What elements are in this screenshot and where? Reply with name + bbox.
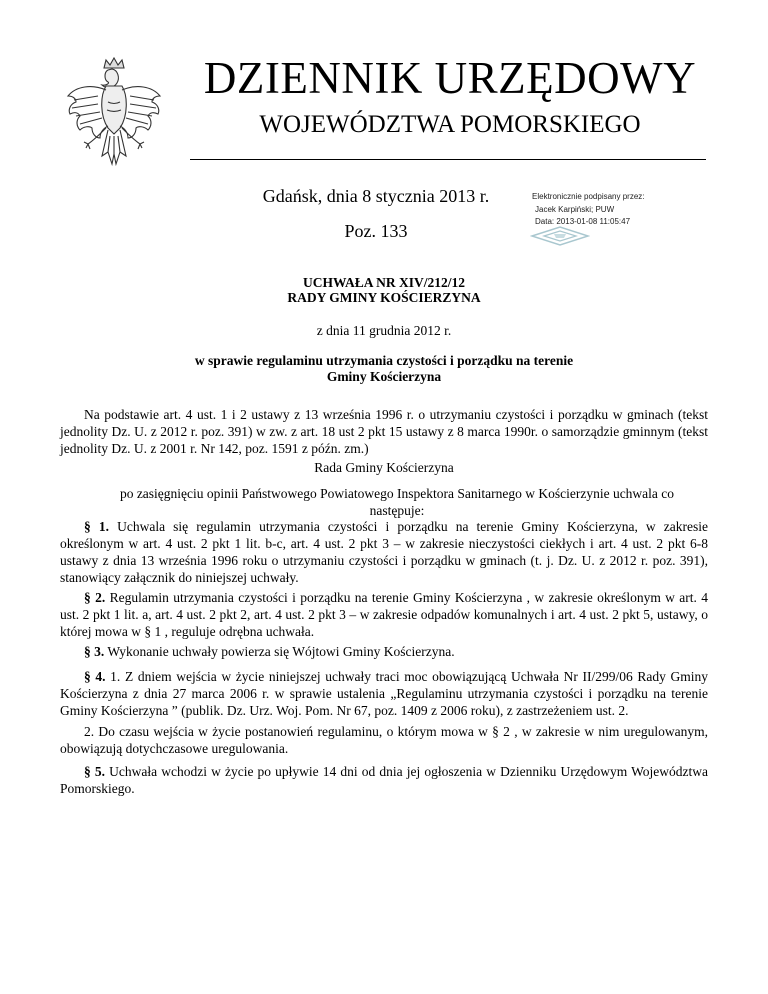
council-line: Rada Gminy Kościerzyna bbox=[314, 460, 454, 475]
section-1-label: § 1. bbox=[84, 519, 109, 534]
section-5-text: Uchwała wchodzi w życie po upływie 14 dni od dnia jej ogłoszenia w Dzienniku Urzędowym Województwa Pomorskiego. bbox=[60, 764, 708, 796]
section-4-label: § 4. bbox=[84, 669, 106, 684]
consultation-line: po zasięgnięciu opinii Państwowego Powiatowego Inspektora Sanitarnego w Kościerzynie uchwala co następuje: bbox=[119, 486, 675, 518]
section-3-text: Wykonanie uchwały powierza się Wójtowi Gminy Kościerzyna. bbox=[104, 644, 455, 659]
journal-subtitle: WOJEWÓDZTWA POMORSKIEGO bbox=[259, 111, 641, 138]
journal-title: DZIENNIK URZĘDOWY bbox=[203, 53, 697, 103]
section-2-text: Regulamin utrzymania czystości i porządku na terenie Gminy Kościerzyna , w zakresie określonym w art. 4 ust. 2 pkt 1 lit. a, art. 4 ust. 2 pkt 2, art. 4 ust. 2 pkt 3 – w zakresie odpadów komunalnych i art. 4 ust. 2 pkt 5, ustawy, o której mowa w § 1 , reguluje odrębna uchwała. bbox=[60, 590, 708, 639]
e-signature-diamond-icon bbox=[530, 226, 590, 246]
section-4-point-2: 2. Do czasu wejścia w życie postanowień regulaminu, o którym mowa w § 2 , w zakresie w nim uregulowanym, obowiązują dotychczasowe uregulowania. bbox=[60, 724, 708, 756]
section-2 bbox=[60, 589, 708, 640]
section-4 bbox=[60, 668, 708, 719]
position-number: Poz. 133 bbox=[344, 221, 408, 241]
section-1 bbox=[60, 518, 708, 586]
section-5-label: § 5. bbox=[84, 764, 105, 779]
resolution-subject-line2: Gminy Kościerzyna bbox=[326, 369, 442, 384]
eagle-emblem-icon bbox=[62, 56, 166, 174]
masthead-divider bbox=[190, 159, 706, 160]
section-2-label: § 2. bbox=[84, 590, 106, 605]
signature-date: Data: 2013-01-08 11:05:47 bbox=[535, 217, 631, 226]
section-1-text: Uchwala się regulamin utrzymania czystości i porządku na terenie Gminy Kościerzyna, w zakresie określonym w art. 4 ust. 2 pkt 1 lit. b-c, art. 4 ust. 2 pkt 3 – w zakresie nieczystości ciekłych i art. 4 ust. 2 pkt 6-8 ustawy z dnia 13 września 1996 roku o utrzymaniu czystości i porządku w gminach (t. j. Dz. U. z 2012 r. poz. 391), stanowiący załącznik do niniejszej uchwały. bbox=[60, 519, 708, 585]
section-4-text: 1. Z dniem wejścia w życie niniejszej uchwały traci moc obowiązującą Uchwała Nr II/299/06 Rady Gminy Kościerzyna z dnia 27 marca 2006 r. w sprawie ustalenia „Regulaminu utrzymania czystości i porządku na terenie Gminy Kościerzyna ” (publik. Dz. Urz. Woj. Pom. Nr 67, poz. 1409 z 2006 roku), z zastrzeżeniem ust. 2. bbox=[60, 669, 709, 718]
section-5 bbox=[60, 763, 708, 797]
publication-date: Gdańsk, dnia 8 stycznia 2013 r. bbox=[262, 186, 490, 206]
resolution-body: RADY GMINY KOŚCIERZYNA bbox=[287, 290, 481, 305]
preamble-paragraph: Na podstawie art. 4 ust. 1 i 2 ustawy z 13 września 1996 r. o utrzymaniu czystości i porządku w gminach (tekst jednolity Dz. U. z 2012 r. poz. 391) w zw. z art. 18 ust 2 pkt 15 ustawy z 8 marca 1990r. o samorządzie gminnym (tekst jednolity Dz. U. z 2001 r. Nr 142, poz. 1591 z późn. zm.) bbox=[60, 407, 708, 456]
section-3-label: § 3. bbox=[84, 644, 105, 659]
signature-label: Elektronicznie podpisany przez: bbox=[532, 192, 645, 201]
electronic-signature-block bbox=[528, 191, 728, 229]
signature-signer: Jacek Karpiński; PUW bbox=[535, 204, 615, 214]
section-3 bbox=[60, 643, 708, 660]
resolution-date: z dnia 11 grudnia 2012 r. bbox=[316, 323, 452, 338]
resolution-subject-line1: w sprawie regulaminu utrzymania czystości i porządku na terenie bbox=[194, 353, 574, 368]
resolution-number: UCHWAŁA NR XIV/212/12 bbox=[302, 275, 465, 290]
